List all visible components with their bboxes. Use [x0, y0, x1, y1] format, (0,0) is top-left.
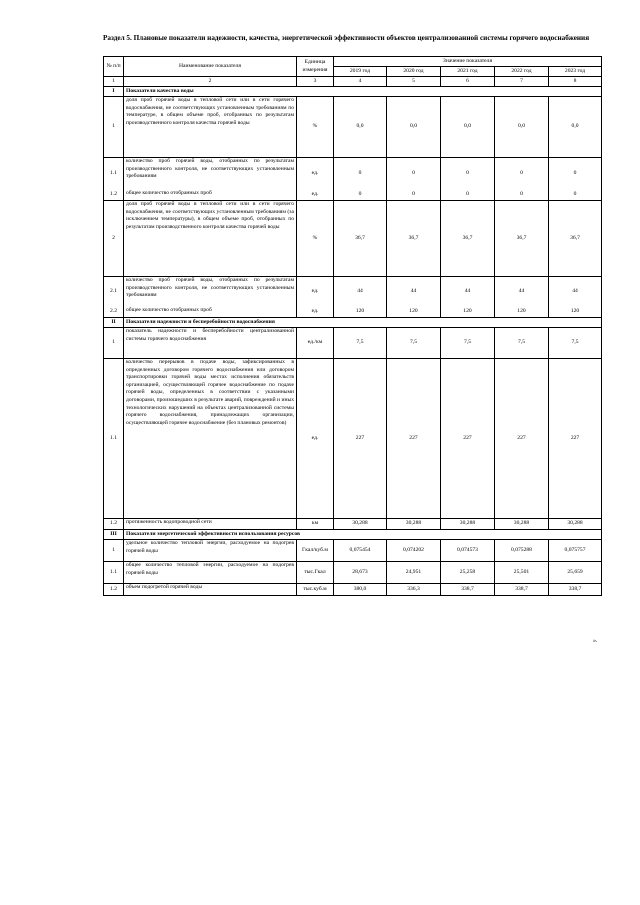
table-row [104, 190, 602, 201]
header-year: 2019 год [334, 67, 387, 77]
value-cell: 0 [441, 190, 495, 201]
indicator-name: доля проб горячей воды в тепловой сети или в сети горячего водоснабжения, не соответствующих установленным требованиям по температуре, в общем объеме проб, отобранных по результатам производственного контроля качества горячей воды [124, 97, 297, 158]
value-cell: 0,0 [441, 97, 495, 158]
value-cell: 338,7 [441, 584, 495, 596]
value-cell: 28,673 [334, 562, 387, 584]
value-cell: 30,288 [495, 519, 549, 530]
table-row [104, 328, 602, 359]
page-title: Раздел 5. Плановые показатели надежности, качества, энергетической эффективности объектов централизованной системы горячего водоснабжения [103, 34, 590, 42]
value-cell: 0,0 [334, 97, 387, 158]
indicator-unit: ед./км [297, 328, 334, 359]
value-cell: 227 [495, 359, 549, 519]
indicator-unit: тыс.Гкал [297, 562, 334, 584]
header-year: 2023 год [549, 67, 602, 77]
value-cell: 30,288 [334, 519, 387, 530]
section-number: I [104, 87, 124, 97]
value-cell: 120 [549, 307, 602, 318]
value-cell: 36,7 [549, 201, 602, 277]
indicator-name: общее количество тепловой энергии, расходуемое на подогрев горячей воды [124, 562, 297, 584]
table-row [104, 201, 602, 277]
indicator-unit: км [297, 519, 334, 530]
value-cell: 36,7 [495, 201, 549, 277]
value-cell: 227 [549, 359, 602, 519]
value-cell: 36,7 [334, 201, 387, 277]
indicator-unit: % [297, 97, 334, 158]
value-cell: 0,075288 [495, 540, 549, 562]
section-title: Показатели энергетической эффективности использования ресурсов [124, 530, 602, 540]
indicator-name: количество перерывов в подаче воды, зафиксированных в определенных договором горячего водоснабжения или договором транспортировки горячей воды местах исполнения обязательств организацией, осуществляющей горячее водоснабжение по подаче горячей воды, определенных в соответствии с указанными договорами, произошедших в результате аварий, повреждений и иных технологических нарушений на объектах централизованной системы горячего водоснабжения, принадлежащих организации, осуществляющей горячее водоснабжение (без плановых ремонтов) [124, 359, 297, 519]
indicator-unit: ед. [297, 359, 334, 519]
indicator-name: показатель надежности и бесперебойности централизованной системы горячего водоснабжения [124, 328, 297, 359]
row-number: 1 [104, 540, 124, 562]
value-cell: 0 [495, 158, 549, 190]
row-number: 1.1 [104, 562, 124, 584]
value-cell: 227 [334, 359, 387, 519]
indicator-name: объем подогретой горячей воды [124, 584, 297, 596]
indicator-unit: % [297, 201, 334, 277]
value-cell: 25,659 [549, 562, 602, 584]
table-row [104, 158, 602, 190]
header-unit: Единица измерения [297, 57, 334, 77]
value-cell: 0,075757 [549, 540, 602, 562]
value-cell: 0,074573 [441, 540, 495, 562]
indicator-unit: ед. [297, 158, 334, 190]
table-row [104, 359, 602, 519]
value-cell: 44 [495, 277, 549, 307]
row-number: 2.2 [104, 307, 124, 318]
value-cell: 336,3 [387, 584, 441, 596]
header-values-group: Значение показателя [334, 57, 602, 67]
indicator-unit: Гкал/куб.м [297, 540, 334, 562]
indicator-name: количество проб горячей воды, отобранных по результатам производственного контроля, не соответствующих установленным требованиям [124, 277, 297, 307]
value-cell: 120 [387, 307, 441, 318]
row-number: 2.1 [104, 277, 124, 307]
value-cell: 338,7 [549, 584, 602, 596]
value-cell: 36,7 [441, 201, 495, 277]
table-row [104, 519, 602, 530]
row-number: 1.1 [104, 158, 124, 190]
indicators-table [103, 56, 602, 596]
value-cell: 44 [441, 277, 495, 307]
value-cell: 7,5 [495, 328, 549, 359]
value-cell: 0,075454 [334, 540, 387, 562]
indicator-name: доля проб горячей воды в тепловой сети или в сети горячего водоснабжения, не соответствующих установленным требованиям (за исключением температуры), в общем объеме проб, отобранных по результатам производственного контроля качества горячей воды [124, 201, 297, 277]
value-cell: 0 [549, 158, 602, 190]
value-cell: 0 [334, 158, 387, 190]
value-cell: 120 [441, 307, 495, 318]
value-cell: 7,5 [549, 328, 602, 359]
row-number: 1.2 [104, 584, 124, 596]
value-cell: 0 [334, 190, 387, 201]
indicator-unit: ед. [297, 277, 334, 307]
value-cell: 25,501 [495, 562, 549, 584]
section-number: III [104, 530, 124, 540]
value-cell: 30,288 [549, 519, 602, 530]
row-number: 1.1 [104, 359, 124, 519]
column-number: 8 [549, 77, 602, 87]
value-cell: 30,288 [387, 519, 441, 530]
value-cell: 7,5 [334, 328, 387, 359]
section-row [104, 87, 602, 97]
value-cell: 0 [441, 158, 495, 190]
header-year: 2022 год [495, 67, 549, 77]
indicator-name: общее количество отобранных проб [124, 307, 297, 318]
section-title: Показатели надежности и бесперебойности водоснабжения [124, 318, 602, 328]
value-cell: 0 [387, 158, 441, 190]
section-row [104, 530, 602, 540]
closing-quote-mark: ». [593, 638, 598, 644]
header-year: 2020 год [387, 67, 441, 77]
value-cell: 0 [549, 190, 602, 201]
value-cell: 0,074202 [387, 540, 441, 562]
indicator-unit: ед. [297, 190, 334, 201]
value-cell: 380,0 [334, 584, 387, 596]
value-cell: 0,0 [495, 97, 549, 158]
section-title: Показатели качества воды [124, 87, 602, 97]
column-number: 7 [495, 77, 549, 87]
table-row [104, 277, 602, 307]
row-number: 1.2 [104, 190, 124, 201]
value-cell: 120 [334, 307, 387, 318]
value-cell: 36,7 [387, 201, 441, 277]
value-cell: 0 [387, 190, 441, 201]
value-cell: 0,0 [387, 97, 441, 158]
value-cell: 338,7 [495, 584, 549, 596]
value-cell: 44 [387, 277, 441, 307]
indicator-name: количество проб горячей воды, отобранных по результатам производственного контроля, не соответствующих установленным требованиям [124, 158, 297, 190]
indicator-unit: ед. [297, 307, 334, 318]
value-cell: 30,288 [441, 519, 495, 530]
column-number: 1 [104, 77, 124, 87]
value-cell: 25,258 [441, 562, 495, 584]
column-number: 6 [441, 77, 495, 87]
column-number: 4 [334, 77, 387, 87]
header-num: № п/п [104, 57, 124, 77]
value-cell: 7,5 [441, 328, 495, 359]
column-number: 3 [297, 77, 334, 87]
value-cell: 0,0 [549, 97, 602, 158]
indicator-name: удельное количество тепловой энергии, расходуемое на подогрев горячей воды [124, 540, 297, 562]
value-cell: 227 [387, 359, 441, 519]
column-number: 5 [387, 77, 441, 87]
header-name: Наименование показателя [124, 57, 297, 77]
section-number: II [104, 318, 124, 328]
section-row [104, 318, 602, 328]
indicator-unit: тыс.куб.м [297, 584, 334, 596]
value-cell: 24,951 [387, 562, 441, 584]
table-row [104, 97, 602, 158]
table-row [104, 584, 602, 596]
row-number: 2 [104, 201, 124, 277]
table-row [104, 307, 602, 318]
table-row [104, 562, 602, 584]
row-number: 1 [104, 97, 124, 158]
header-year: 2021 год [441, 67, 495, 77]
indicator-name: протяженность водопроводной сети [124, 519, 297, 530]
value-cell: 120 [495, 307, 549, 318]
row-number: 1 [104, 328, 124, 359]
column-number: 2 [124, 77, 297, 87]
row-number: 1.2 [104, 519, 124, 530]
table-row [104, 540, 602, 562]
value-cell: 44 [334, 277, 387, 307]
value-cell: 227 [441, 359, 495, 519]
value-cell: 7,5 [387, 328, 441, 359]
value-cell: 44 [549, 277, 602, 307]
value-cell: 0 [495, 190, 549, 201]
indicator-name: общее количество отобранных проб [124, 190, 297, 201]
